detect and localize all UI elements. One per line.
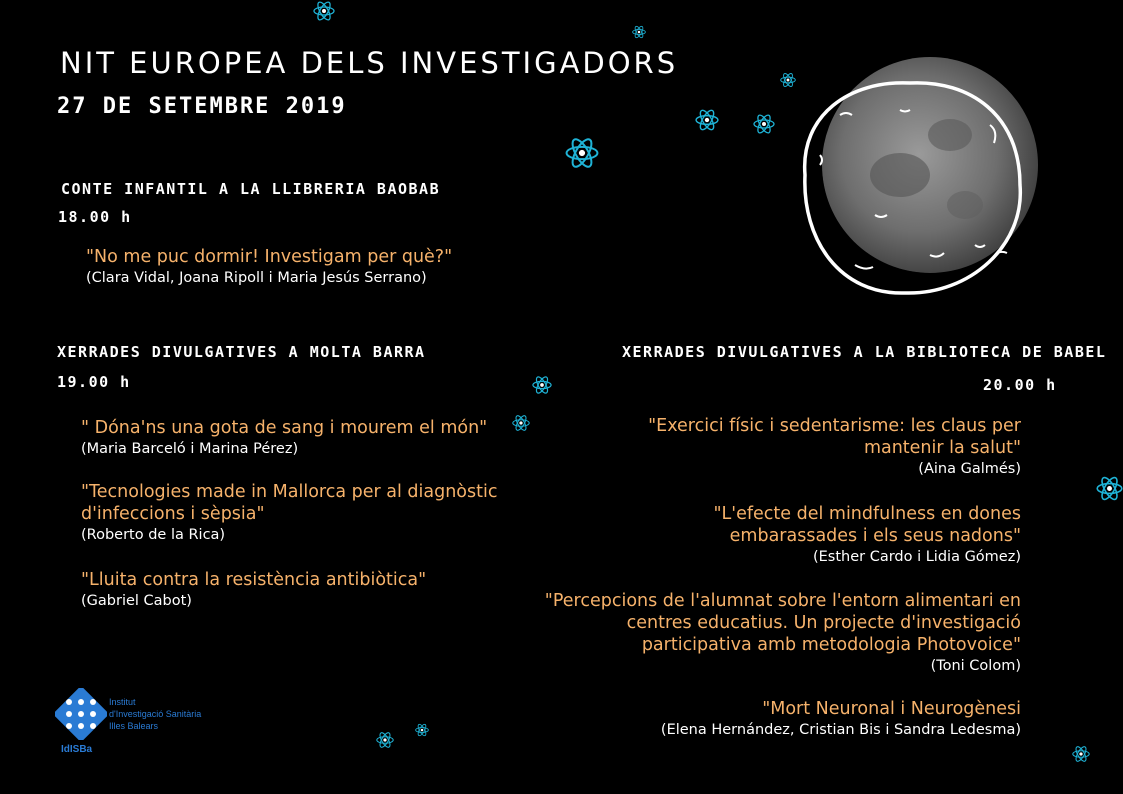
atom-icon — [565, 136, 599, 170]
atom-icon — [753, 113, 775, 135]
talk-title-line1: "L'efecte del mindfulness en dones — [713, 504, 1021, 524]
talk-item — [500, 590, 1021, 676]
talk-authors: (Elena Hernández, Cristian Bis i Sandra Ledesma) — [660, 722, 1021, 738]
atom-icon — [415, 723, 429, 737]
talk-authors: (Aina Galmés) — [918, 461, 1021, 477]
talk-item — [81, 481, 511, 545]
talk-title-line2: mantenir la salut" — [863, 438, 1021, 458]
talk-title-line3: participativa amb metodologia Photovoice" — [641, 635, 1021, 655]
talk-item — [86, 246, 452, 288]
talk-authors: (Maria Barceló i Marina Pérez) — [81, 441, 299, 457]
idisba-logo — [55, 688, 225, 763]
logo-line1: Institut — [109, 697, 136, 707]
talk-authors: (Roberto de la Rica) — [81, 527, 226, 543]
logo-abbr: IdISBa — [61, 744, 93, 755]
page-title: NIT EUROPEA DELS INVESTIGADORS — [60, 46, 679, 80]
talk-title: "Lluita contra la resistència antibiòtica" — [81, 570, 427, 590]
atom-icon — [1096, 475, 1123, 502]
talk-title-line1: "Tecnologies made in Mallorca per al diagnòstic — [81, 482, 498, 502]
atom-icon — [532, 375, 552, 395]
event-date: 27 DE SETEMBRE 2019 — [57, 94, 347, 119]
atom-icon — [695, 108, 719, 132]
talk-title-line1: "Exercici físic i sedentarisme: les claus per — [648, 416, 1021, 436]
atom-icon — [632, 25, 646, 39]
talk-authors: (Toni Colom) — [930, 658, 1021, 674]
talk-title-line1: "Percepcions de l'alumnat sobre l'entorn alimentari en — [544, 591, 1021, 611]
section-time-babel: 20.00 h — [983, 376, 1057, 394]
talk-title: "Mort Neuronal i Neurogènesi — [762, 699, 1021, 719]
talk-title-line2: centres educatius. Un projecte d'investigació — [626, 613, 1021, 633]
talk-authors: (Gabriel Cabot) — [81, 593, 192, 609]
talk-authors: (Esther Cardo i Lidia Gómez) — [812, 549, 1021, 565]
talk-item — [540, 698, 1021, 740]
talk-title-line2: embarassades i els seus nadons" — [729, 526, 1021, 546]
section-heading-molta-barra: XERRADES DIVULGATIVES A MOLTA BARRA — [57, 343, 426, 361]
talk-title: " Dóna'ns una gota de sang i mourem el món" — [81, 418, 488, 438]
section-time-baobab: 18.00 h — [58, 208, 132, 226]
idisba-logo-mark — [55, 688, 107, 740]
talk-title: "No me puc dormir! Investigam per què?" — [86, 247, 453, 267]
atom-icon — [1072, 745, 1090, 763]
section-heading-babel: XERRADES DIVULGATIVES A LA BIBLIOTECA DE BABEL — [622, 343, 1107, 361]
section-time-molta-barra: 19.00 h — [57, 373, 131, 391]
logo-line2: d'Investigació Sanitària — [109, 709, 202, 719]
talk-item — [81, 569, 511, 611]
moon-illustration — [780, 55, 1040, 305]
talk-title-line2: d'infeccions i sèpsia" — [81, 504, 265, 524]
talk-item — [540, 415, 1021, 479]
logo-line3: Illes Balears — [109, 721, 159, 731]
talk-item — [81, 417, 511, 459]
atom-icon — [512, 414, 530, 432]
atom-icon — [313, 0, 335, 22]
talk-item — [540, 503, 1021, 567]
atom-icon — [780, 72, 796, 88]
atom-icon — [376, 731, 394, 749]
talk-authors: (Clara Vidal, Joana Ripoll i Maria Jesús Serrano) — [86, 270, 427, 286]
section-heading-baobab: CONTE INFANTIL A LA LLIBRERIA BAOBAB — [61, 180, 441, 198]
